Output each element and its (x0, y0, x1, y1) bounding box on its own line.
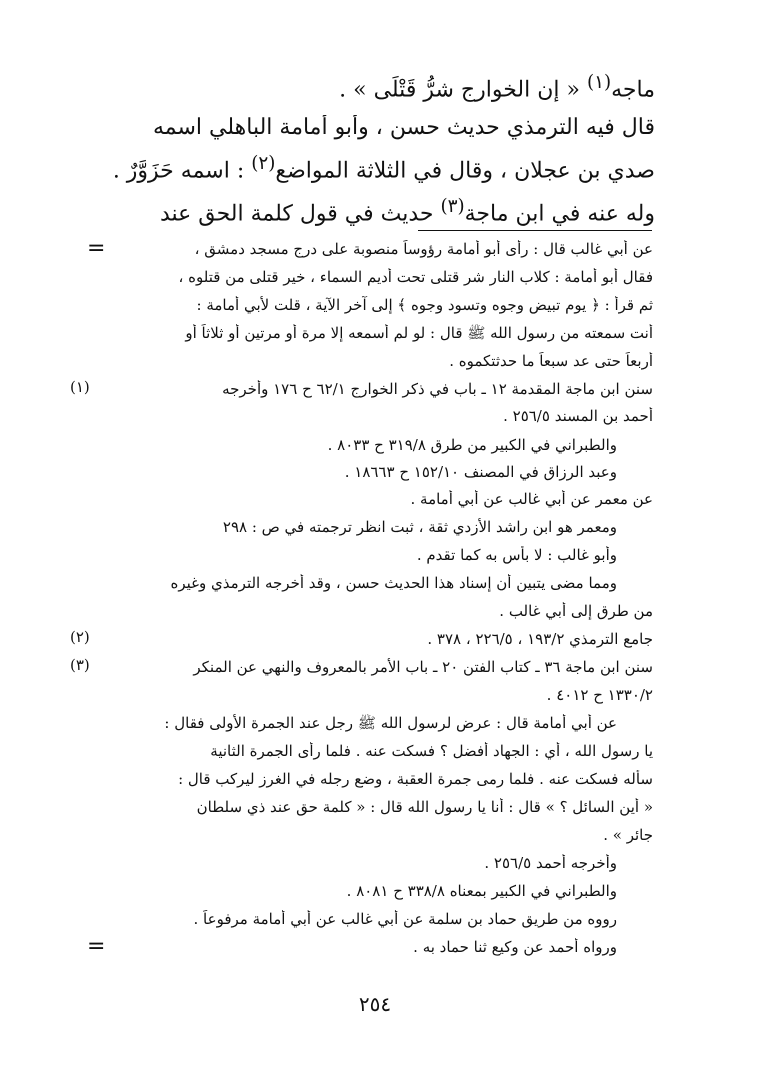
footnote-3-number: (٣) (70, 656, 90, 674)
footnote-3-line: جائر » . (603, 826, 653, 844)
footnote-3-line: « أين السائل ؟ » قال : أنا يا رسول الله قال : « كلمة حق عند ذي سلطان (196, 798, 653, 816)
footnote-1-line: ومما مضى يتبين أن إسناد هذا الحديث حسن ، وقد أخرجه الترمذي وغيره (170, 574, 617, 592)
footnote-2-text: جامع الترمذي ١٩٣/٢ ، ٢٢٦/٥ ، ٣٧٨ . (427, 630, 653, 648)
footnote-cont-line: أربعاً حتى عد سبعاً ما حدثتكموه . (449, 352, 653, 370)
main-text-line-2: قال فيه الترمذي حديث حسن ، وأبو أمامة الباهلي اسمه (152, 115, 655, 140)
footnote-cont-line: عن أبي غالب قال : رأى أبو أمامة رؤوساً منصوبة على درج مسجد دمشق ، (194, 240, 653, 258)
footnote-1-line: عن معمر عن أبي غالب عن أبي أمامة . (410, 490, 653, 508)
footnote-3-line: عن أبي أمامة قال : عرض لرسول الله ﷺ رجل عند الجمرة الأولى فقال : (164, 714, 617, 732)
footnote-1-line: من طرق إلى أبي غالب . (499, 602, 653, 620)
main-text-line-1: ماجه$^{(١)}$ « إن الخوارج شرُّ قَتْلَى » . (339, 72, 655, 103)
footnote-cont-line: ثم قرأ : ﴿ يوم تبيض وجوه وتسود وجوه ﴾ إلى آخر الآية ، قلت لأبي أمامة : (196, 296, 653, 314)
footnote-2-number: (٢) (70, 628, 90, 646)
footnote-3-line: وأخرجه أحمد ٢٥٦/٥ . (484, 854, 617, 872)
footnote-3-line: ١٣٣٠/٢ ح ٤٠١٢ . (546, 686, 653, 704)
footnote-1-number: (١) (70, 378, 90, 396)
footnote-1-line: والطبراني في الكبير من طرق ٣١٩/٨ ح ٨٠٣٣ . (327, 436, 617, 454)
footnote-1-line: وعبد الرزاق في المصنف ١٥٢/١٠ ح ١٨٦٦٣ . (344, 463, 617, 481)
footnote-1-line: وأبو غالب : لا بأس به كما تقدم . (416, 546, 617, 564)
footnote-3-line: ورواه أحمد عن وكيع ثنا حماد به . (413, 938, 617, 956)
continuation-mark-bottom: = (87, 934, 106, 959)
footnote-1-line: سنن ابن ماجة المقدمة ١٢ ـ باب في ذكر الخوارج ٦٢/١ ح ١٧٦ وأخرجه (222, 380, 653, 398)
main-text-line-4: وله عنه في ابن ماجة$^{(٣)}$ حديث في قول كلمة الحق عند (159, 196, 655, 227)
page-number: ٢٥٤ (358, 992, 392, 1016)
footnote-3-line: رووه من طريق حماد بن سلمة عن أبي غالب عن أبي أمامة مرفوعاً . (193, 910, 617, 928)
footnote-cont-line: أنت سمعته من رسول الله ﷺ قال : لو لم أسمعه إلا مرة أو مرتين أو ثلاثاً أو (185, 324, 653, 342)
continuation-mark-top: = (87, 236, 106, 261)
footnote-1-line: أحمد بن المسند ٢٥٦/٥ . (503, 407, 653, 425)
footnote-3-line: يا رسول الله ، أي : الجهاد أفضل ؟ فسكت عنه . فلما رأى الجمرة الثانية (210, 742, 653, 760)
footnote-1-line: ومعمر هو ابن راشد الأزدي ثقة ، ثبت انظر ترجمته في ص : ٢٩٨ (222, 518, 617, 536)
footnote-3-line: والطبراني في الكبير بمعناه ٣٣٨/٨ ح ٨٠٨١ . (346, 882, 617, 900)
footnote-3-line: سأله فسكت عنه . فلما رمى جمرة العقبة ، وضع رجله في الغرز ليركب قال : (178, 770, 653, 788)
footnote-3-line: سنن ابن ماجة ٣٦ ـ كتاب الفتن ٢٠ ـ باب الأمر بالمعروف والنهي عن المنكر (193, 658, 653, 676)
footnote-cont-line: فقال أبو أمامة : كلاب النار شر قتلى تحت أديم السماء ، خير قتلى من قتلوه ، (178, 268, 653, 286)
footnote-separator (418, 230, 652, 231)
main-text-line-3: صدي بن عجلان ، وقال في الثلاثة المواضع$^{(٢)}$ : اسمه حَزَوَّرٌ . (112, 153, 655, 184)
